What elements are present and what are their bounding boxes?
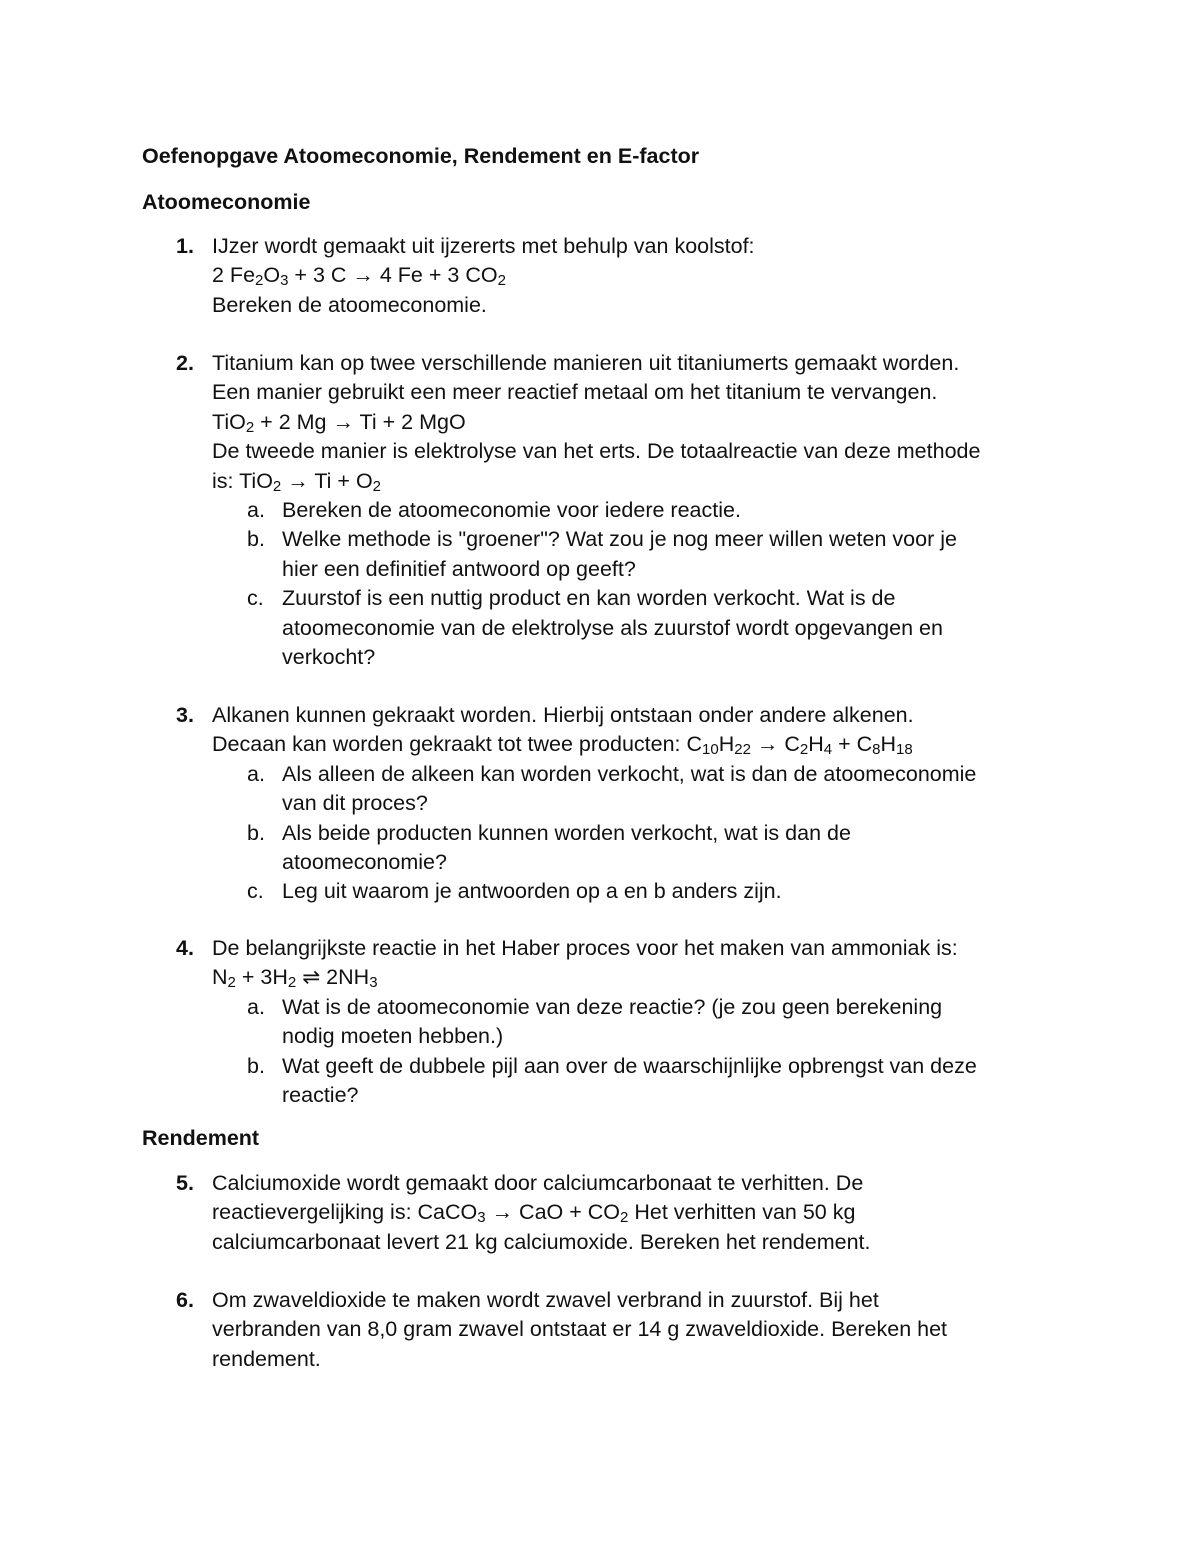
sub-question-label: b.: [247, 820, 265, 845]
sub-question-label: c.: [247, 586, 264, 611]
question-number: 5.: [176, 1171, 194, 1195]
question-text: Titanium kan op twee verschillende manieren uit titaniumerts gemaakt worden.: [212, 351, 960, 375]
question-text: rendement.: [212, 1346, 321, 1371]
question-5: [142, 1169, 1102, 1257]
question-text: Calciumoxide wordt gemaakt door calciumcarbonaat te verhitten. De: [212, 1171, 864, 1195]
section-heading-atoomeconomie: Atoomeconomie: [142, 190, 311, 214]
chemical-equation: TiO$_2$ + 2 Mg → Ti + 2 MgO: [212, 409, 466, 436]
question-2: [142, 349, 1102, 672]
chemical-equation: reactievergelijking is: CaCO$_3$ → CaO + $CO_2$ Het verhitten van 50 kg: [212, 1200, 856, 1227]
sub-question-b: b. Als beide producten kunnen worden verkocht, wat is dan de atoomeconomie?: [247, 820, 851, 875]
sub-question-label: a.: [247, 498, 265, 523]
chemical-equation: Decaan kan worden gekraakt tot twee producten: $C_{10}H_{22} \to C_2H_4 + C_8H_{18}$: [212, 732, 913, 759]
question-number: 1.: [176, 234, 194, 258]
sub-question-c: c. Leg uit waarom je antwoorden op a en b anders zijn.: [212, 877, 1102, 906]
question-text: De tweede manier is elektrolyse van het erts. De totaalreactie van deze methode: [212, 439, 981, 464]
section-heading-rendement: Rendement: [142, 1126, 260, 1150]
question-6: [142, 1286, 1102, 1374]
document-title: Oefenopgave Atoomeconomie, Rendement en E-factor: [142, 144, 700, 168]
sub-question-a: a. Als alleen de alkeen kan worden verkocht, wat is dan de atoomeconomie van dit proces?: [247, 761, 977, 816]
question-text: Bereken de atoomeconomie.: [212, 292, 487, 317]
question-4: [142, 934, 1102, 1110]
sub-question-label: b.: [247, 1053, 265, 1078]
question-number: 3.: [176, 703, 194, 727]
sub-question-b: b. Welke methode is "groener"? Wat zou je nog meer willen weten voor je hier een definitief antwoord op geeft?: [247, 527, 957, 581]
chemical-equation: $N_2 + 3H_2$ ⇌ $2NH_3$: [212, 965, 378, 992]
sub-question-label: b.: [247, 527, 265, 552]
sub-question-a: a. Bereken de atoomeconomie voor iedere reactie.: [212, 496, 1102, 525]
sub-question-label: a.: [247, 761, 265, 786]
question-number: 6.: [176, 1288, 194, 1312]
question-number: 2.: [176, 351, 194, 375]
sub-question-a: a. Wat is de atoomeconomie van deze reactie? (je zou geen berekening nodig moeten hebben.): [247, 994, 943, 1049]
question-text: verbranden van 8,0 gram zwavel ontstaat er 14 g zwaveldioxide. Bereken het: [212, 1317, 948, 1342]
chemical-equation: is: $TiO_2 \to Ti + O_2$: [212, 468, 382, 495]
sub-question-b: b. Wat geeft de dubbele pijl aan over de waarschijnlijke opbrengst van deze reactie?: [247, 1053, 977, 1108]
question-number: 4.: [176, 936, 194, 960]
sub-question-c: c. Zuurstof is een nuttig product en kan worden verkocht. Wat is de atoomeconomie van de elektrolyse als zuurstof wordt opgevangen en verkocht?: [247, 586, 943, 670]
question-1: [142, 232, 1102, 320]
question-text: Om zwaveldioxide te maken wordt zwavel verbrand in zuurstof. Bij het: [212, 1288, 879, 1312]
sub-question-label: a.: [247, 994, 265, 1019]
question-text: Een manier gebruikt een meer reactief metaal om het titanium te vervangen.: [212, 380, 938, 405]
sub-question-label: c.: [247, 879, 264, 904]
question-text: De belangrijkste reactie in het Haber proces voor het maken van ammoniak is:: [212, 936, 958, 960]
question-text: Alkanen kunnen gekraakt worden. Hierbij ontstaan onder andere alkenen.: [212, 703, 914, 727]
question-3: [142, 701, 1102, 907]
question-text: calciumcarbonaat levert 21 kg calciumoxide. Bereken het rendement.: [212, 1229, 871, 1254]
question-text: IJzer wordt gemaakt uit ijzererts met behulp van koolstof:: [212, 234, 755, 258]
chemical-equation: 2 $Fe_2O_3 + 3$ C → 4 Fe + 3 $CO_2$: [212, 263, 506, 290]
